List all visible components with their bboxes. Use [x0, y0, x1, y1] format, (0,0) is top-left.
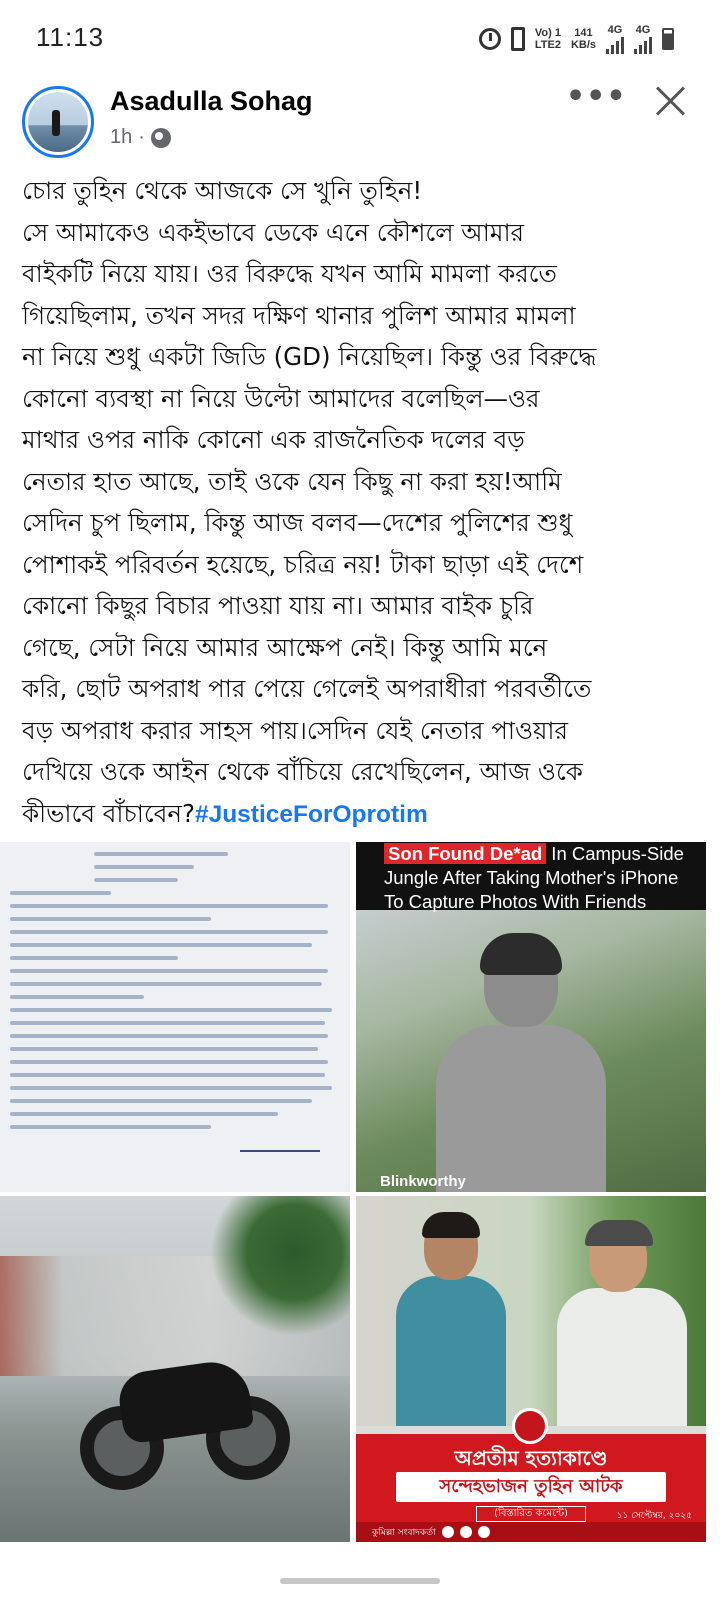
- news-card-date: ১১ সেপ্টেম্বর, ২০২৫: [616, 1511, 692, 1521]
- headline-line3: To Capture Photos With Friends: [384, 891, 647, 912]
- post-line: বড় অপরাধ করার সাহস পায়।সেদিন যেই নেতার পাওয়ার: [22, 715, 569, 745]
- post-header: [0, 79, 720, 164]
- post-line: গিয়েছিলাম, তখন সদর দক্ষিণ থানার পুলিশ আমার মামলা: [22, 300, 576, 330]
- post-line: মাথার ওপর নাকি কোনো এক রাজনৈতিক দলের বড়: [22, 425, 525, 454]
- news-card-subtitle: সন্দেহভাজন তুহিন আটক: [396, 1472, 666, 1502]
- source-watermark: Blinkworthy: [380, 1173, 466, 1190]
- headline-line2: Jungle After Taking Mother's iPhone: [384, 867, 679, 888]
- speed-unit: KB/s: [570, 39, 596, 51]
- news-card-title: অপ্রতীম হত্যাকাণ্ডে: [454, 1446, 608, 1470]
- photo-motorbike[interactable]: [0, 1196, 350, 1542]
- network-speed: [571, 27, 596, 51]
- motorbike-icon: [80, 1356, 290, 1476]
- mail-icon: [442, 1526, 454, 1538]
- boy-photo: [396, 1216, 506, 1426]
- sim1-label: 4G: [607, 24, 623, 36]
- post-line: সেদিন চুপ ছিলাম, কিন্তু আজ বলব—দেশের পুলিশের শুধু: [22, 508, 573, 537]
- signature-mark: [240, 1136, 320, 1152]
- post-line: পোশাকই পরিবর্তন হয়েছে, চরিত্র নয়! টাকা ছাড়া এই দেশে: [22, 549, 584, 579]
- post-line: করি, ছোট অপরাধ পার পেয়ে গেলেই অপরাধীরা পরবর্তীতে: [22, 674, 592, 703]
- post-line: না নিয়ে শুধু একটা জিডি (GD) নিয়েছিল। কিন্তু ওর বিরুদ্ধে: [22, 342, 597, 371]
- hashtag-link[interactable]: #JusticeForOprotim: [194, 800, 428, 828]
- home-indicator[interactable]: [280, 1578, 440, 1584]
- author-name[interactable]: Asadulla Sohag: [110, 86, 313, 116]
- news-card-detail: (বিস্তারিত কমেন্টে): [476, 1506, 586, 1522]
- battery-icon: [662, 28, 674, 50]
- news-headline: [356, 842, 706, 910]
- tree-background: [210, 1196, 350, 1336]
- post-line: সে আমাকেও একইভাবে ডেকে এনে কৌশলে আমার: [22, 217, 525, 247]
- network-type: [535, 27, 561, 51]
- more-options-icon[interactable]: •••: [566, 79, 627, 114]
- youtube-icon: [478, 1526, 490, 1538]
- post-time[interactable]: 1h: [110, 126, 133, 148]
- news-logo-icon: [512, 1408, 548, 1444]
- avatar[interactable]: [22, 86, 94, 158]
- signal-icon: [606, 36, 624, 54]
- photo-grid: [0, 842, 720, 1542]
- sim1-signal: [606, 24, 624, 54]
- boy-portrait: [436, 937, 606, 1192]
- alarm-icon: [479, 28, 501, 50]
- post-line: কোনো ব্যবস্থা না নিয়ে উল্টো আমাদের বলেছিল—ওর: [22, 383, 540, 413]
- close-icon[interactable]: [654, 84, 688, 118]
- photo-news-boy[interactable]: [356, 842, 706, 1192]
- sim2-label: 4G: [635, 24, 651, 36]
- headline-part: In Campus-Side: [546, 843, 684, 864]
- post-line: চোর তুহিন থেকে আজকে সে খুনি তুহিন!: [22, 176, 423, 205]
- post-meta: [110, 126, 171, 149]
- post-line: দেখিয়ে ওকে আইন থেকে বাঁচিয়ে রেখেছিলেন, আজ ওকে: [22, 757, 583, 786]
- photo-document[interactable]: [0, 842, 350, 1192]
- status-icons: [479, 24, 674, 54]
- network-bottom: LTE2: [534, 39, 561, 51]
- facebook-icon: [460, 1526, 472, 1538]
- post-line: নেতার হাত আছে, তাই ওকে যেন কিছু না করা হয়!আমি: [22, 466, 562, 496]
- footer-brand: কুমিল্লা সংবাদকর্তা: [372, 1527, 436, 1538]
- globe-icon: [151, 128, 171, 148]
- vibrate-icon: [511, 27, 525, 51]
- post-line: গেছে, সেটা নিয়ে আমার আক্ষেপ নেই। কিন্তু আমি মনে: [22, 632, 548, 662]
- sim2-signal: [634, 24, 652, 54]
- post-line: বাইকটি নিয়ে যায়। ওর বিরুদ্ধে যখন আমি মামলা করতে: [22, 259, 557, 288]
- headline-highlight: Son Found De*ad: [384, 843, 546, 864]
- post-text: [22, 170, 702, 835]
- signal-icon: [634, 36, 652, 54]
- post-line-last-text: কীভাবে বাঁচাবেন?: [22, 798, 195, 828]
- post-line-last: [22, 793, 702, 836]
- avatar-image: [28, 92, 88, 152]
- speed-value: 141: [574, 27, 593, 39]
- meta-separator: ·: [138, 126, 145, 148]
- photo-news-arrest[interactable]: [356, 1196, 706, 1542]
- network-top: Vo) 1: [534, 27, 561, 39]
- status-time: 11:13: [36, 22, 105, 52]
- status-bar: [0, 0, 720, 80]
- suspect-photo: [551, 1216, 691, 1426]
- news-card-footer: [356, 1522, 706, 1542]
- post-line: কোনো কিছুর বিচার পাওয়া যায় না। আমার বাইক চুরি: [22, 591, 534, 620]
